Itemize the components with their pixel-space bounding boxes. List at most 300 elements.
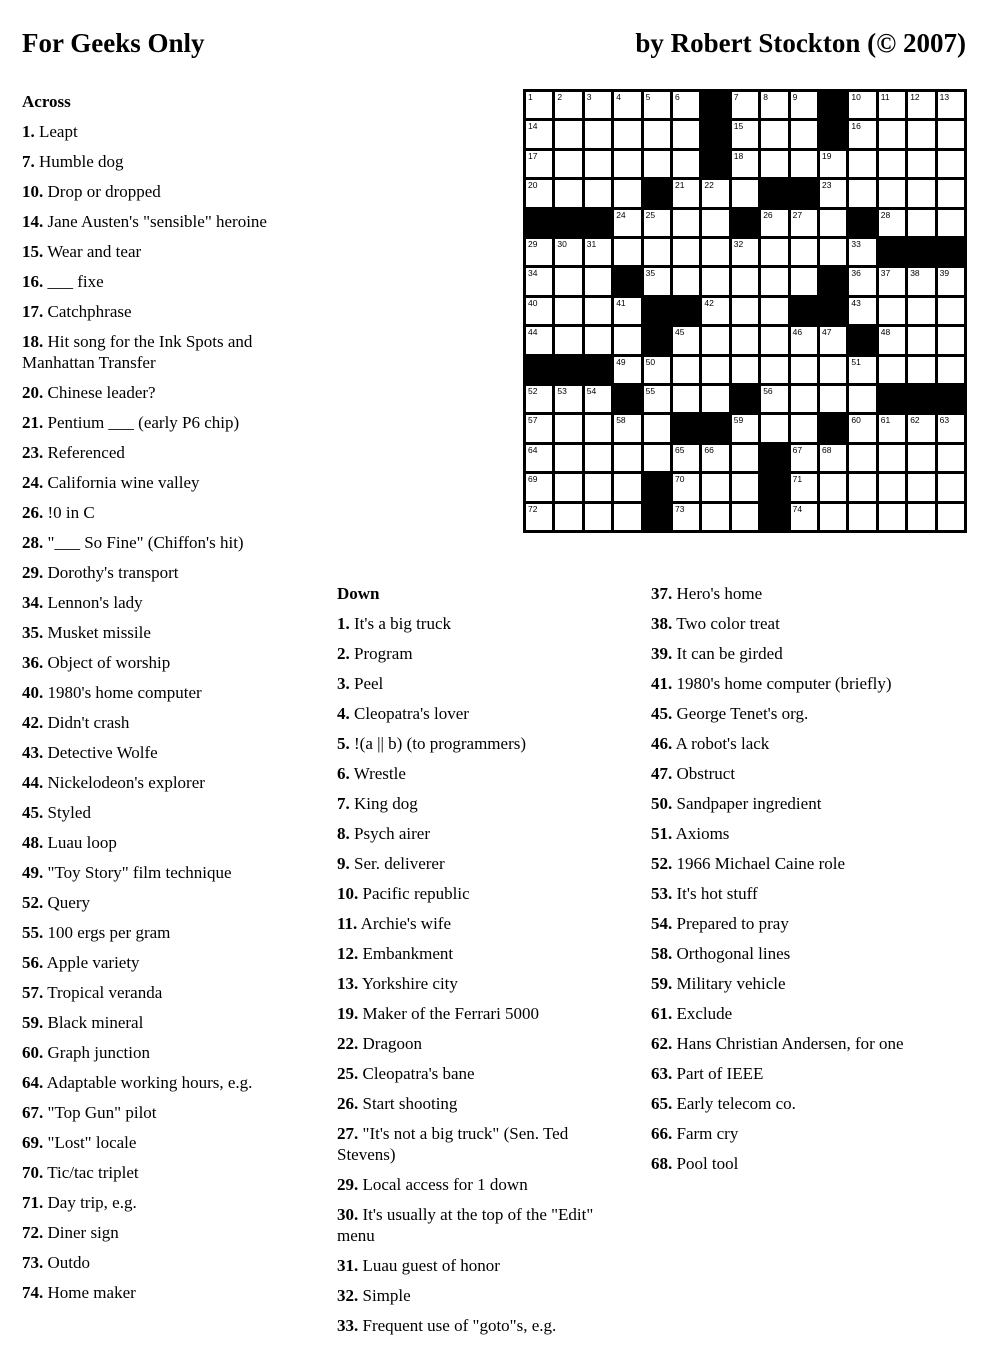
grid-cell[interactable] (908, 474, 934, 500)
grid-cell[interactable] (938, 504, 964, 530)
grid-cell[interactable] (555, 474, 581, 500)
grid-cell[interactable] (732, 121, 758, 147)
grid-cell[interactable] (585, 415, 611, 441)
grid-cell[interactable] (849, 415, 875, 441)
grid-cell[interactable] (761, 239, 787, 265)
grid-cell[interactable] (673, 210, 699, 236)
grid-cell[interactable] (702, 445, 728, 471)
grid-cell[interactable] (849, 151, 875, 177)
clue-text: Day trip, e.g. (47, 1193, 137, 1212)
grid-cell[interactable] (791, 386, 817, 412)
clue-item (651, 823, 951, 844)
grid-cell[interactable] (849, 268, 875, 294)
clue-item (22, 652, 312, 673)
grid-cell[interactable] (585, 327, 611, 353)
grid-cell[interactable] (644, 415, 670, 441)
grid-cell[interactable] (555, 298, 581, 324)
clue-number: 40. (22, 683, 44, 702)
grid-cell[interactable] (614, 180, 640, 206)
grid-cell[interactable] (879, 415, 905, 441)
clue-text: Graph junction (47, 1043, 150, 1062)
grid-cell[interactable] (879, 474, 905, 500)
grid-cell[interactable] (761, 386, 787, 412)
grid-cell[interactable] (614, 504, 640, 530)
clue-number: 45. (651, 704, 673, 723)
grid-cell[interactable] (849, 386, 875, 412)
cell-number: 36 (851, 268, 861, 279)
grid-cell[interactable] (879, 298, 905, 324)
grid-cell[interactable] (938, 210, 964, 236)
grid-cell[interactable] (614, 298, 640, 324)
grid-cell[interactable] (879, 445, 905, 471)
grid-cell[interactable] (526, 445, 552, 471)
grid-block (820, 268, 846, 294)
grid-cell[interactable] (938, 327, 964, 353)
clue-item (337, 1093, 627, 1114)
grid-cell[interactable] (526, 474, 552, 500)
grid-cell[interactable] (791, 92, 817, 118)
grid-cell[interactable] (732, 268, 758, 294)
grid-cell[interactable] (702, 180, 728, 206)
grid-cell[interactable] (791, 268, 817, 294)
clue-number: 8. (337, 824, 350, 843)
clue-number: 29. (337, 1175, 359, 1194)
grid-cell[interactable] (585, 445, 611, 471)
grid-cell[interactable] (555, 92, 581, 118)
cell-number: 4 (616, 92, 621, 102)
grid-block (761, 474, 787, 500)
grid-cell[interactable] (938, 357, 964, 383)
grid-block (761, 504, 787, 530)
cell-number: 27 (792, 209, 803, 220)
grid-cell[interactable] (555, 239, 581, 265)
grid-cell[interactable] (908, 298, 934, 324)
clue-item (337, 1063, 627, 1084)
grid-cell[interactable] (526, 504, 552, 530)
grid-cell[interactable] (938, 268, 964, 294)
clue-item (651, 1093, 951, 1114)
grid-cell[interactable] (644, 386, 670, 412)
grid-cell[interactable] (526, 268, 552, 294)
grid-cell[interactable] (908, 210, 934, 236)
cell-number: 61 (880, 415, 891, 426)
grid-cell[interactable] (644, 210, 670, 236)
cell-number: 26 (763, 209, 773, 220)
cell-number: 6 (674, 92, 680, 102)
grid-cell[interactable] (702, 327, 728, 353)
clue-number: 25. (337, 1064, 359, 1083)
grid-cell[interactable] (585, 386, 611, 412)
grid-cell[interactable] (849, 92, 875, 118)
grid-cell[interactable] (585, 151, 611, 177)
grid-cell[interactable] (938, 180, 964, 206)
grid-cell[interactable] (702, 239, 728, 265)
clue-number: 42. (22, 713, 44, 732)
clue-text: Dorothy's transport (47, 563, 179, 582)
grid-cell[interactable] (908, 445, 934, 471)
grid-cell[interactable] (526, 327, 552, 353)
grid-cell[interactable] (644, 445, 670, 471)
grid-cell[interactable] (585, 298, 611, 324)
grid-cell[interactable] (908, 92, 934, 118)
grid-cell[interactable] (673, 239, 699, 265)
grid-cell[interactable] (938, 445, 964, 471)
grid-cell[interactable] (555, 268, 581, 294)
grid-cell[interactable] (585, 268, 611, 294)
grid-cell[interactable] (673, 474, 699, 500)
grid-cell[interactable] (908, 357, 934, 383)
grid-cell[interactable] (555, 445, 581, 471)
grid-cell[interactable] (585, 92, 611, 118)
grid-cell[interactable] (761, 268, 787, 294)
grid-cell[interactable] (761, 210, 787, 236)
grid-cell[interactable] (849, 445, 875, 471)
clue-item (22, 1132, 312, 1153)
grid-cell[interactable] (761, 415, 787, 441)
grid-cell[interactable] (761, 151, 787, 177)
down-clues-col2 (651, 583, 951, 1183)
clue-item (337, 853, 627, 874)
grid-cell[interactable] (820, 327, 846, 353)
clue-number: 56. (22, 953, 44, 972)
grid-cell[interactable] (732, 474, 758, 500)
clue-text: Nickelodeon's explorer (47, 773, 205, 792)
clue-item (22, 742, 312, 763)
grid-cell[interactable] (732, 92, 758, 118)
cell-number: 17 (528, 150, 538, 161)
cell-number: 56 (763, 385, 773, 396)
grid-cell[interactable] (555, 386, 581, 412)
grid-cell[interactable] (644, 239, 670, 265)
clue-number: 66. (651, 1124, 673, 1143)
grid-cell[interactable] (526, 121, 552, 147)
grid-cell[interactable] (614, 415, 640, 441)
grid-cell[interactable] (879, 504, 905, 530)
grid-block (820, 92, 846, 118)
grid-cell[interactable] (585, 474, 611, 500)
grid-cell[interactable] (644, 151, 670, 177)
grid-cell[interactable] (908, 504, 934, 530)
grid-cell[interactable] (879, 268, 905, 294)
grid-cell[interactable] (555, 151, 581, 177)
grid-cell[interactable] (732, 298, 758, 324)
clue-item (22, 862, 312, 883)
cell-number: 57 (528, 415, 538, 426)
grid-cell[interactable] (820, 180, 846, 206)
grid-block (761, 180, 787, 206)
clue-item (22, 472, 312, 493)
grid-block (820, 298, 846, 324)
grid-cell[interactable] (761, 298, 787, 324)
grid-cell[interactable] (820, 445, 846, 471)
grid-cell[interactable] (938, 474, 964, 500)
grid-cell[interactable] (585, 504, 611, 530)
cell-number: 34 (528, 268, 538, 279)
clue-number: 65. (651, 1094, 673, 1113)
grid-cell[interactable] (820, 210, 846, 236)
clue-number: 16. (22, 272, 44, 291)
grid-cell[interactable] (526, 180, 552, 206)
grid-cell[interactable] (879, 180, 905, 206)
grid-cell[interactable] (673, 268, 699, 294)
cell-number: 30 (557, 238, 567, 249)
grid-cell[interactable] (526, 415, 552, 441)
grid-cell[interactable] (791, 121, 817, 147)
grid-cell[interactable] (791, 445, 817, 471)
clue-text: 1980's home computer (47, 683, 202, 702)
clue-number: 57. (22, 983, 44, 1002)
cell-number: 65 (674, 444, 685, 455)
clue-item (337, 643, 627, 664)
clue-item (337, 1033, 627, 1054)
grid-cell[interactable] (614, 121, 640, 147)
grid-cell[interactable] (938, 151, 964, 177)
clue-number: 14. (22, 212, 44, 231)
cell-number: 8 (763, 92, 768, 102)
grid-block (555, 357, 581, 383)
grid-cell[interactable] (938, 415, 964, 441)
grid-cell[interactable] (555, 415, 581, 441)
down-clues-col1 (337, 583, 627, 1345)
clue-number: 2. (337, 644, 350, 663)
clue-number: 21. (22, 413, 44, 432)
grid-cell[interactable] (732, 504, 758, 530)
clue-number: 41. (651, 674, 673, 693)
grid-cell[interactable] (849, 239, 875, 265)
cell-number: 9 (792, 92, 798, 102)
grid-cell[interactable] (791, 357, 817, 383)
grid-cell[interactable] (849, 121, 875, 147)
grid-cell[interactable] (732, 445, 758, 471)
grid-cell[interactable] (732, 357, 758, 383)
grid-cell[interactable] (644, 121, 670, 147)
grid-cell[interactable] (644, 268, 670, 294)
grid-cell[interactable] (555, 504, 581, 530)
grid-cell[interactable] (585, 180, 611, 206)
clue-text: Prepared to pray (676, 914, 789, 933)
grid-cell[interactable] (614, 92, 640, 118)
clue-item (22, 772, 312, 793)
grid-cell[interactable] (614, 151, 640, 177)
clue-number: 46. (651, 734, 673, 753)
clue-number: 52. (22, 893, 44, 912)
grid-cell[interactable] (732, 151, 758, 177)
grid-block (791, 180, 817, 206)
clue-text: Diner sign (47, 1223, 119, 1242)
grid-cell[interactable] (761, 327, 787, 353)
clue-text: Axioms (675, 824, 730, 843)
grid-cell[interactable] (820, 386, 846, 412)
grid-cell[interactable] (614, 474, 640, 500)
clue-number: 29. (22, 563, 44, 582)
grid-cell[interactable] (820, 239, 846, 265)
grid-cell[interactable] (673, 121, 699, 147)
grid-cell[interactable] (702, 268, 728, 294)
grid-cell[interactable] (702, 504, 728, 530)
grid-block (585, 357, 611, 383)
grid-cell[interactable] (644, 92, 670, 118)
clue-number: 70. (22, 1163, 44, 1182)
grid-cell[interactable] (673, 445, 699, 471)
grid-cell[interactable] (555, 327, 581, 353)
grid-cell[interactable] (526, 386, 552, 412)
clue-number: 4. (337, 704, 350, 723)
grid-cell[interactable] (732, 327, 758, 353)
grid-cell[interactable] (879, 327, 905, 353)
grid-cell[interactable] (673, 386, 699, 412)
grid-cell[interactable] (849, 474, 875, 500)
grid-cell[interactable] (702, 298, 728, 324)
grid-cell[interactable] (732, 239, 758, 265)
grid-cell[interactable] (673, 327, 699, 353)
clue-number: 15. (22, 242, 44, 261)
grid-cell[interactable] (879, 121, 905, 147)
grid-cell[interactable] (761, 92, 787, 118)
clue-number: 23. (22, 443, 44, 462)
grid-cell[interactable] (673, 92, 699, 118)
clue-text: Object of worship (47, 653, 171, 672)
grid-cell[interactable] (614, 357, 640, 383)
grid-cell[interactable] (702, 210, 728, 236)
clue-item (337, 823, 627, 844)
grid-cell[interactable] (555, 180, 581, 206)
grid-cell[interactable] (908, 151, 934, 177)
cell-number: 35 (645, 268, 656, 279)
cell-number: 68 (821, 444, 832, 455)
grid-cell[interactable] (791, 415, 817, 441)
cell-number: 38 (910, 268, 920, 279)
clue-text: It can be girded (676, 644, 783, 663)
grid-cell[interactable] (879, 210, 905, 236)
grid-cell[interactable] (644, 357, 670, 383)
clue-text: "Top Gun" pilot (47, 1103, 157, 1122)
grid-cell[interactable] (908, 415, 934, 441)
grid-cell[interactable] (938, 121, 964, 147)
grid-cell[interactable] (791, 239, 817, 265)
cell-number: 18 (733, 150, 744, 161)
grid-cell[interactable] (702, 386, 728, 412)
grid-block (761, 445, 787, 471)
grid-cell[interactable] (614, 239, 640, 265)
clue-number: 59. (22, 1013, 44, 1032)
grid-cell[interactable] (702, 474, 728, 500)
clue-number: 5. (337, 734, 350, 753)
grid-cell[interactable] (820, 151, 846, 177)
grid-cell[interactable] (673, 180, 699, 206)
grid-block (702, 151, 728, 177)
grid-block (614, 268, 640, 294)
cell-number: 39 (939, 268, 950, 279)
grid-cell[interactable] (908, 327, 934, 353)
grid-cell[interactable] (791, 151, 817, 177)
clue-text: Chinese leader? (47, 383, 156, 402)
grid-cell[interactable] (555, 121, 581, 147)
grid-cell[interactable] (585, 121, 611, 147)
grid-cell[interactable] (879, 151, 905, 177)
clue-number: 6. (337, 764, 350, 783)
cell-number: 48 (880, 327, 891, 338)
grid-cell[interactable] (879, 92, 905, 118)
clue-item (337, 673, 627, 694)
grid-cell[interactable] (791, 474, 817, 500)
down-heading: Down (337, 584, 380, 603)
grid-cell[interactable] (849, 357, 875, 383)
cell-number: 53 (557, 385, 567, 396)
grid-cell[interactable] (791, 327, 817, 353)
grid-cell[interactable] (614, 327, 640, 353)
grid-cell[interactable] (820, 474, 846, 500)
grid-block (908, 239, 934, 265)
grid-cell[interactable] (526, 92, 552, 118)
grid-cell[interactable] (526, 151, 552, 177)
grid-cell[interactable] (908, 121, 934, 147)
grid-block (644, 180, 670, 206)
grid-cell[interactable] (673, 504, 699, 530)
grid-cell[interactable] (526, 239, 552, 265)
clue-number: 22. (337, 1034, 359, 1053)
cell-number: 46 (792, 327, 803, 338)
clue-item (22, 442, 312, 463)
grid-cell[interactable] (614, 210, 640, 236)
grid-block (938, 239, 964, 265)
grid-cell[interactable] (761, 121, 787, 147)
clue-number: 10. (337, 884, 359, 903)
clue-text: Psych airer (354, 824, 431, 843)
clue-item (22, 1012, 312, 1033)
grid-cell[interactable] (849, 298, 875, 324)
clue-text: Leapt (39, 122, 78, 141)
grid-cell[interactable] (849, 504, 875, 530)
clue-text: California wine valley (47, 473, 200, 492)
clue-number: 9. (337, 854, 350, 873)
clue-item (651, 943, 951, 964)
clue-text: It's usually at the top of the "Edit" menu (337, 1205, 594, 1245)
grid-cell[interactable] (938, 92, 964, 118)
clue-item (337, 913, 627, 934)
clue-number: 45. (22, 803, 44, 822)
cell-number: 67 (792, 444, 803, 455)
grid-cell[interactable] (526, 298, 552, 324)
grid-cell[interactable] (938, 298, 964, 324)
clue-item (337, 1315, 627, 1336)
clue-item (22, 622, 312, 643)
grid-cell[interactable] (673, 357, 699, 383)
grid-cell[interactable] (820, 357, 846, 383)
grid-cell[interactable] (791, 504, 817, 530)
grid-block (732, 386, 758, 412)
grid-cell[interactable] (820, 504, 846, 530)
grid-cell[interactable] (702, 357, 728, 383)
clue-item (22, 502, 312, 523)
grid-cell[interactable] (761, 357, 787, 383)
grid-cell[interactable] (732, 415, 758, 441)
cell-number: 2 (557, 92, 563, 102)
cell-number: 41 (616, 297, 626, 308)
grid-cell[interactable] (732, 180, 758, 206)
clue-number: 47. (651, 764, 673, 783)
grid-cell[interactable] (908, 180, 934, 206)
clue-text: Cleopatra's lover (354, 704, 469, 723)
grid-cell[interactable] (908, 268, 934, 294)
grid-cell[interactable] (585, 239, 611, 265)
grid-cell[interactable] (673, 151, 699, 177)
clue-number: 53. (651, 884, 673, 903)
clue-item (651, 613, 951, 634)
grid-cell[interactable] (791, 210, 817, 236)
grid-cell[interactable] (849, 180, 875, 206)
grid-cell[interactable] (614, 445, 640, 471)
grid-cell[interactable] (879, 357, 905, 383)
